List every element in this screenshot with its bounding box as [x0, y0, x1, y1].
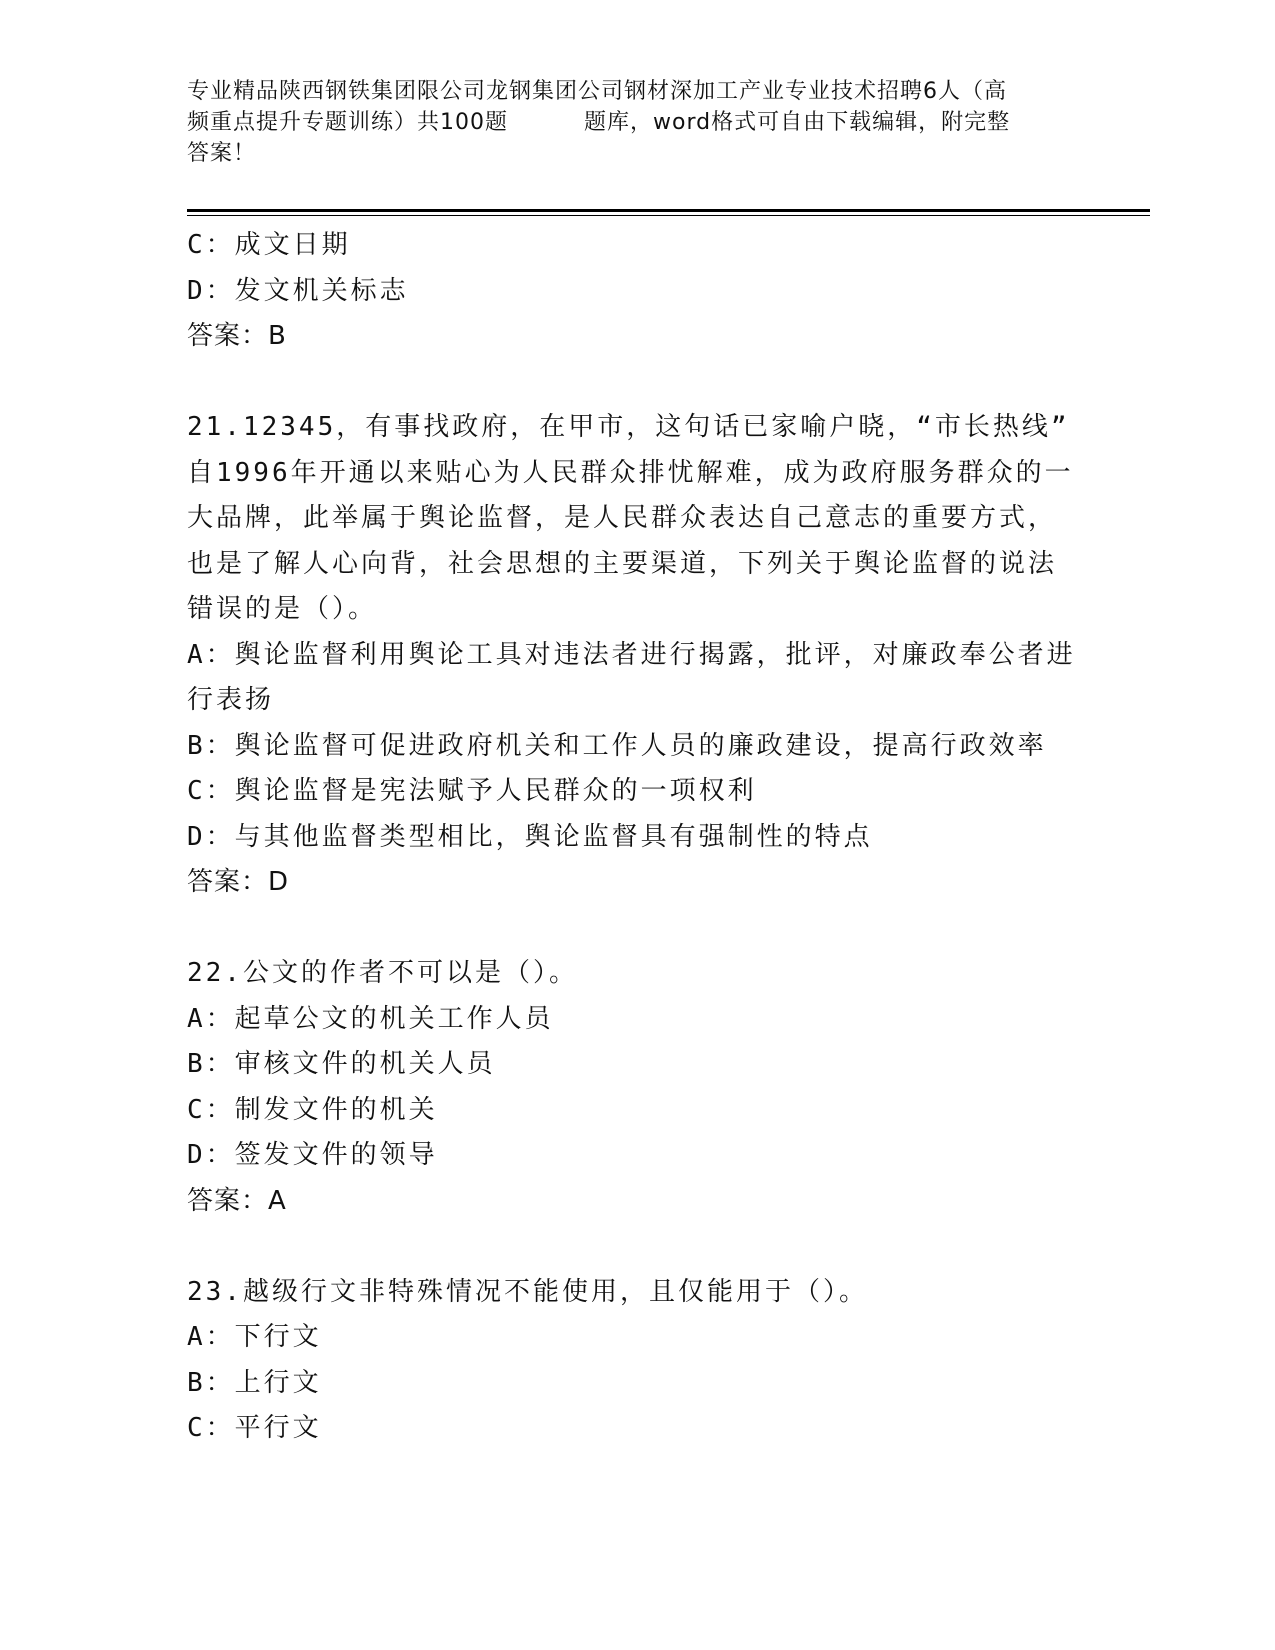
prev-answer: 答案：B — [187, 321, 287, 351]
header-line-3: 答案！ — [187, 141, 257, 166]
q21-stem-line-1: 21.12345，有事找政府，在甲市，这句话已家喻户晓，“市长热线” — [187, 412, 1070, 442]
q21-option-b: B：舆论监督可促进政府机关和工作人员的廉政建设，提高行政效率 — [187, 730, 1047, 761]
q21-option-d: D：与其他监督类型相比，舆论监督具有强制性的特点 — [187, 821, 873, 852]
q21-stem-line-4: 也是了解人心向背，社会思想的主要渠道，下列关于舆论监督的说法 — [187, 548, 1058, 579]
header-line-2-part-2: 题库，word格式可自由下载编辑，附完整 — [584, 110, 1011, 135]
header-divider-thick — [187, 209, 1150, 212]
prev-option-d: D：发文机关标志 — [187, 275, 409, 306]
q21-stem-line-5: 错误的是（）。 — [187, 594, 378, 624]
q23-option-c: C：平行文 — [187, 1413, 322, 1443]
q21-option-a-line-2: 行表扬 — [187, 685, 275, 715]
question-content — [187, 223, 1087, 1452]
header-divider-thin — [187, 215, 1150, 216]
q22-option-b: B：审核文件的机关人员 — [187, 1049, 496, 1079]
q22-answer: 答案：A — [187, 1185, 287, 1216]
header-line-1: 专业精品陕西钢铁集团限公司龙钢集团公司钢材深加工产业专业技术招聘6人（高 — [187, 79, 1007, 104]
q22-option-c: C：制发文件的机关 — [187, 1094, 438, 1125]
q21-option-a-line-1: A：舆论监督利用舆论工具对违法者进行揭露，批评，对廉政奉公者进 — [187, 639, 1076, 670]
q21-stem-line-2: 自1996年开通以来贴心为人民群众排忧解难，成为政府服务群众的一 — [187, 457, 1074, 488]
q22-option-d: D：签发文件的领导 — [187, 1140, 438, 1170]
q22-option-a: A：起草公文的机关工作人员 — [187, 1003, 554, 1034]
q23-option-a: A：下行文 — [187, 1322, 322, 1352]
q21-answer: 答案：D — [187, 867, 290, 897]
q23-stem: 23.越级行文非特殊情况不能使用，且仅能用于（）。 — [187, 1276, 868, 1307]
document-header — [187, 76, 1087, 169]
q22-stem: 22.公文的作者不可以是（）。 — [187, 958, 578, 988]
header-line-2 — [187, 107, 1087, 138]
q21-option-c: C：舆论监督是宪法赋予人民群众的一项权利 — [187, 776, 757, 806]
q21-stem-line-3: 大品牌，此举属于舆论监督，是人民群众表达自己意志的重要方式， — [187, 503, 1058, 533]
prev-option-c: C：成文日期 — [187, 230, 351, 260]
header-line-2-part-1: 频重点提升专题训练）共100题 — [187, 110, 508, 135]
q23-option-b: B：上行文 — [187, 1367, 322, 1398]
